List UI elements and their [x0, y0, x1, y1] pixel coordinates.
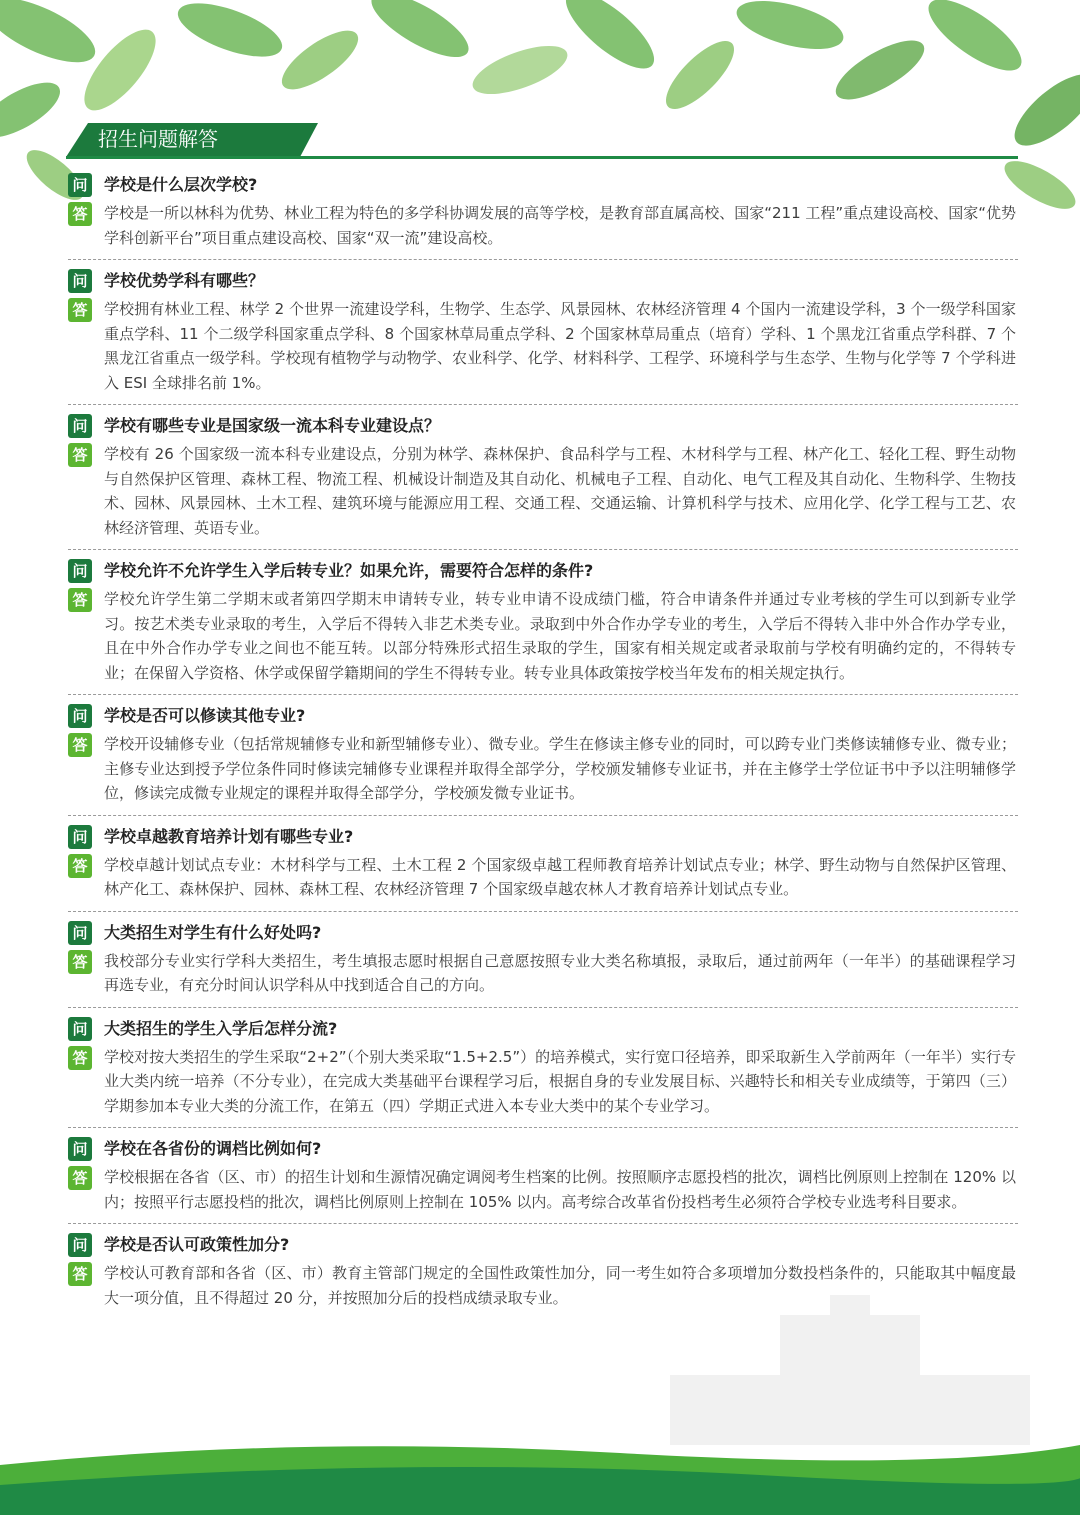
answer-row [68, 853, 1018, 902]
question-text: 学校是否可以修读其他专业? [104, 706, 306, 725]
answer-badge: 答 [68, 443, 92, 467]
answer-badge: 答 [68, 854, 92, 878]
answer-row [68, 732, 1018, 806]
question-text: 大类招生的学生入学后怎样分流? [104, 1018, 338, 1038]
section-header [66, 123, 1018, 159]
question-text: 学校是否认可政策性加分? [104, 1235, 290, 1254]
qa-item [68, 411, 1018, 550]
question-text: 大类招生对学生有什么好处吗? [104, 922, 322, 942]
answer-badge: 答 [68, 1046, 92, 1070]
question-text: 学校有哪些专业是国家级一流本科专业建设点？ [104, 416, 441, 435]
question-badge: 问 [68, 269, 92, 293]
answer-badge: 答 [68, 588, 92, 612]
qa-item [68, 556, 1018, 695]
answer-row [68, 201, 1018, 250]
answer-badge: 答 [68, 298, 92, 322]
question-row [68, 1137, 1018, 1163]
question-badge: 问 [68, 1017, 92, 1041]
answer-row [68, 442, 1018, 540]
question-row [68, 173, 1018, 199]
qa-item [68, 918, 1018, 1008]
answer-row [68, 1045, 1018, 1119]
question-text: 学校卓越教育培养计划有哪些专业? [104, 826, 354, 846]
answer-row [68, 1165, 1018, 1214]
answer-badge: 答 [68, 950, 92, 974]
question-badge: 问 [68, 921, 92, 945]
answer-text: 学校允许学生第二学期末或者第四学期末申请转专业，转专业申请不设成绩门槛，符合申请条件并通过专业考核的学生可以到新专业学习。按艺术类专业录取的考生，入学后不得转入非艺术类专业。录取到中外合作办学专业的考生，入学后不得转入非中外合作办学专业，且在中外合作办学专业之间也不能互转。以部分特殊形式招生录取的学生，国家有相关规定或者录取前与学校有明确约定的，不得转专业；在保留入学资格、休学或保留学籍期间的学生不得转专业。转专业具体政策按学校当年发布的相关规定执行。 [104, 590, 1016, 682]
question-badge: 问 [68, 1137, 92, 1161]
question-row [68, 921, 1018, 947]
answer-row [68, 1261, 1018, 1310]
question-row [68, 1233, 1018, 1259]
answer-row [68, 949, 1018, 998]
question-badge: 问 [68, 825, 92, 849]
question-text: 学校是什么层次学校? [104, 175, 258, 194]
answer-text: 我校部分专业实行学科大类招生，考生填报志愿时根据自己意愿按照专业大类名称填报，录取后，通过前两年（一年半）的基础课程学习再选专业，有充分时间认识学科从中找到适合自己的方向。 [104, 951, 1016, 994]
question-text: 学校允许不允许学生入学后转专业？如果允许，需要符合怎样的条件? [104, 561, 594, 580]
answer-badge: 答 [68, 202, 92, 226]
question-text: 学校在各省份的调档比例如何? [104, 1139, 322, 1158]
answer-text: 学校拥有林业工程、林学 2 个世界一流建设学科，生物学、生态学、风景园林、农林经济管理 4 个国内一流建设学科，3 个一级学科国家重点学科、11 个二级学科国家重点学科、8 个国家林草局重点学科、2 个国家林草局重点（培育）学科、1 个黑龙江省重点学科群、7 个黑龙江省重点一级学科。学校现有植物学与动物学、农业科学、化学、材料科学、工程学、环境科学与生态学、生物与化学等 7 个学科进入 ESI 全球排名前 1%。 [104, 300, 1016, 392]
answer-text: 学校有 26 个国家级一流本科专业建设点，分别为林学、森林保护、食品科学与工程、木材科学与工程、林产化工、轻化工程、野生动物与自然保护区管理、森林工程、物流工程、机械设计制造及其自动化、机械电子工程、自动化、电气工程及其自动化、生物科学、生物技术、园林、风景园林、土木工程、建筑环境与能源应用工程、交通工程、交通运输、计算机科学与技术、应用化学、化学工程与工艺、农林经济管理、英语专业。 [104, 445, 1016, 537]
answer-text: 学校是一所以林科为优势、林业工程为特色的多学科协调发展的高等学校，是教育部直属高校、国家“211 工程”重点建设高校、国家“优势学科创新平台”项目重点建设高校、国家“双一流”建设高校。 [104, 204, 1016, 247]
question-row [68, 559, 1018, 585]
qa-item [68, 1014, 1018, 1129]
question-badge: 问 [68, 1233, 92, 1257]
question-badge: 问 [68, 414, 92, 438]
qa-item [68, 1134, 1018, 1224]
answer-text: 学校认可教育部和各省（区、市）教育主管部门规定的全国性政策性加分，同一考生如符合多项增加分数投档条件的，只能取其中幅度最大一项分值，且不得超过 20 分，并按照加分后的投档成绩录取专业。 [104, 1264, 1016, 1307]
answer-badge: 答 [68, 1262, 92, 1286]
question-text: 学校优势学科有哪些？ [104, 271, 265, 290]
qa-item [68, 170, 1018, 260]
answer-text: 学校卓越计划试点专业：木材科学与工程、土木工程 2 个国家级卓越工程师教育培养计划试点专业；林学、野生动物与自然保护区管理、林产化工、森林保护、园林、森林工程、农林经济管理 7 个国家级卓越农林人才教育培养计划试点专业。 [104, 855, 1016, 898]
answer-badge: 答 [68, 1166, 92, 1190]
section-title: 招生问题解答 [98, 127, 218, 151]
question-row [68, 1017, 1018, 1043]
qa-item [68, 822, 1018, 912]
qa-item [68, 266, 1018, 405]
qa-item [68, 701, 1018, 816]
answer-text: 学校根据在各省（区、市）的招生计划和生源情况确定调阅考生档案的比例。按照顺序志愿投档的批次，调档比例原则上控制在 120% 以内；按照平行志愿投档的批次，调档比例原则上控制在 105% 以内。高考综合改革省份投档考生必须符合学校专业选考科目要求。 [104, 1168, 1016, 1211]
question-row [68, 704, 1018, 730]
bottom-wave-decoration [0, 1435, 1080, 1515]
question-badge: 问 [68, 704, 92, 728]
answer-row [68, 587, 1018, 685]
question-row [68, 414, 1018, 440]
question-row [68, 269, 1018, 295]
answer-text: 学校对按大类招生的学生采取“2+2”（个别大类采取“1.5+2.5”）的培养模式，实行宽口径培养，即采取新生入学前两年（一年半）实行专业大类内统一培养（不分专业），在完成大类基础平台课程学习后，根据自身的专业发展目标、兴趣特长和相关专业成绩等，于第四（三）学期参加本专业大类的分流工作，在第五（四）学期正式进入本专业大类中的某个专业学习。 [104, 1047, 1016, 1115]
question-badge: 问 [68, 559, 92, 583]
qa-item [68, 1230, 1018, 1319]
answer-row [68, 297, 1018, 395]
qa-list [68, 170, 1018, 1325]
answer-text: 学校开设辅修专业（包括常规辅修专业和新型辅修专业）、微专业。学生在修读主修专业的同时，可以跨专业门类修读辅修专业、微专业；主修专业达到授予学位条件同时修读完辅修专业课程并取得全部学分，学校颁发辅修专业证书，并在主修学士学位证书中予以注明辅修学位，修读完成微专业规定的课程并取得全部学分，学校颁发微专业证书。 [104, 735, 1016, 802]
question-row [68, 825, 1018, 851]
answer-badge: 答 [68, 733, 92, 757]
question-badge: 问 [68, 173, 92, 197]
section-divider [66, 156, 1018, 159]
